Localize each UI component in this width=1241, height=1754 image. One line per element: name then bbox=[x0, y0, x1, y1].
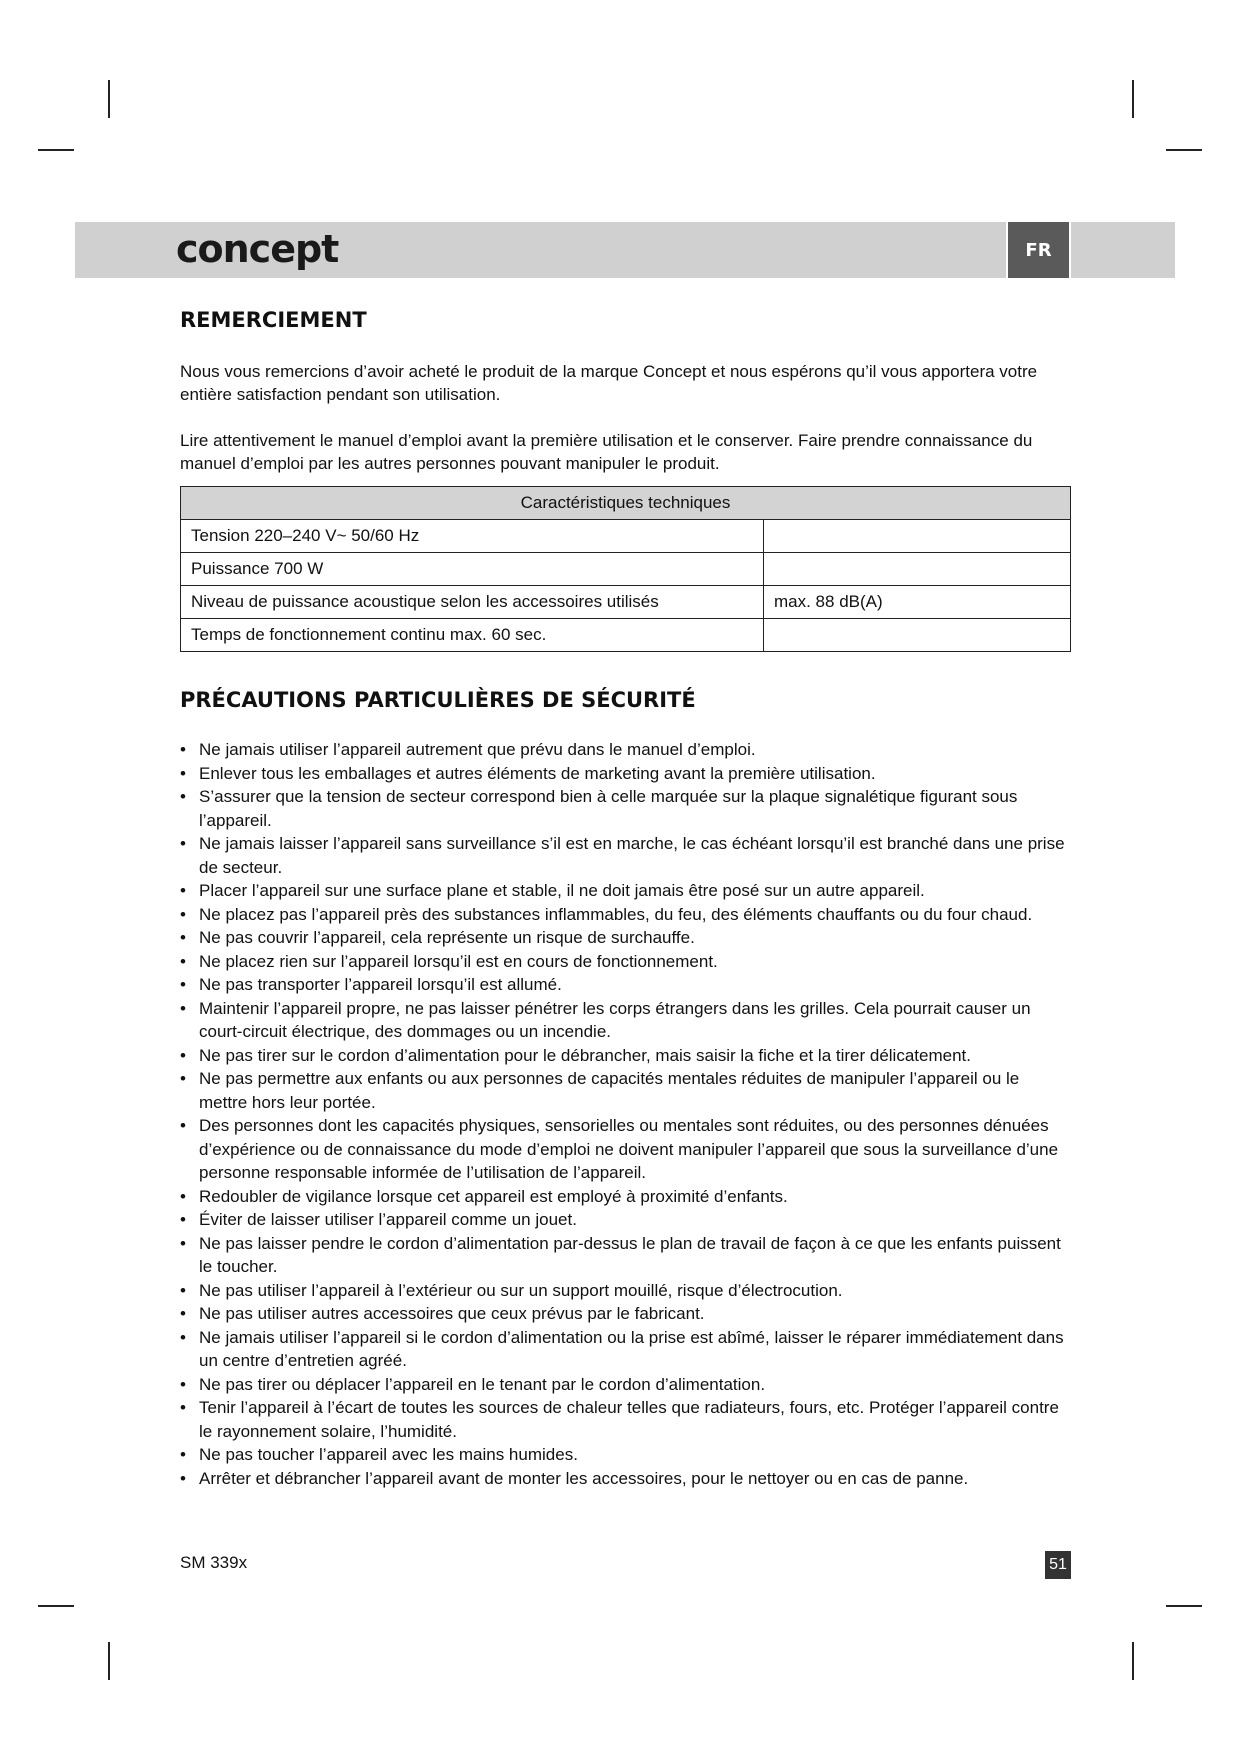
table-row bbox=[181, 520, 1071, 553]
list-item: • Ne jamais laisser l’appareil sans surveillance s’il est en marche, le cas échéant lorsqu’il est branché dans une prise de secteur. bbox=[180, 832, 1070, 879]
crop-mark bbox=[108, 80, 110, 118]
safety-list bbox=[180, 738, 1070, 1490]
spec-value bbox=[764, 520, 1071, 553]
table-row bbox=[181, 586, 1071, 619]
list-item: • Placer l’appareil sur une surface plane et stable, il ne doit jamais être posé sur un autre appareil. bbox=[180, 879, 1070, 903]
list-item: • Ne pas utiliser autres accessoires que ceux prévus par le fabricant. bbox=[180, 1302, 1070, 1326]
list-item: • Redoubler de vigilance lorsque cet appareil est employé à proximité d’enfants. bbox=[180, 1185, 1070, 1209]
list-item: • Ne pas transporter l’appareil lorsqu’il est allumé. bbox=[180, 973, 1070, 997]
manual-paragraph: Lire attentivement le manuel d’emploi avant la première utilisation et le conserver. Faire prendre connaissance du manuel d’emploi par les autres personnes pouvant manipuler le produit. bbox=[180, 431, 1033, 473]
spec-table-header: Caractéristiques techniques bbox=[181, 487, 1071, 520]
spec-value: max. 88 dB(A) bbox=[764, 586, 1071, 619]
table-row bbox=[181, 553, 1071, 586]
crop-mark bbox=[1166, 1605, 1202, 1607]
header-bar-right bbox=[1071, 222, 1175, 278]
list-item: • Arrêter et débrancher l’appareil avant de monter les accessoires, pour le nettoyer ou en cas de panne. bbox=[180, 1467, 1070, 1491]
list-item: • Ne pas couvrir l’appareil, cela représente un risque de surchauffe. bbox=[180, 926, 1070, 950]
crop-mark bbox=[1132, 80, 1134, 118]
list-item: • Des personnes dont les capacités physiques, sensorielles ou mentales sont réduites, ou des personnes dénuées d’expérience ou de connaissance du mode d’emploi ne doivent manipuler l’appareil que sous la surveillance d’une personne responsable informée de l’utilisation de l’appareil. bbox=[180, 1114, 1070, 1185]
list-item: • Éviter de laisser utiliser l’appareil comme un jouet. bbox=[180, 1208, 1070, 1232]
list-item: • Ne jamais utiliser l’appareil si le cordon d’alimentation ou la prise est abîmé, laisser le réparer immédiatement dans un centre d’entretien agréé. bbox=[180, 1326, 1070, 1373]
spec-label: Puissance 700 W bbox=[181, 553, 764, 586]
table-row bbox=[181, 619, 1071, 652]
list-item: • Tenir l’appareil à l’écart de toutes les sources de chaleur telles que radiateurs, fours, etc. Protéger l’appareil contre le rayonnement solaire, l’humidité. bbox=[180, 1396, 1070, 1443]
crop-mark bbox=[1166, 149, 1202, 151]
crop-mark bbox=[38, 1605, 74, 1607]
crop-mark bbox=[1132, 1642, 1134, 1680]
list-item: • Maintenir l’appareil propre, ne pas laisser pénétrer les corps étrangers dans les grilles. Cela pourrait causer un court-circuit électrique, des dommages ou un incendie. bbox=[180, 997, 1070, 1044]
list-item: • S’assurer que la tension de secteur correspond bien à celle marquée sur la plaque signalétique figurant sous l’appareil. bbox=[180, 785, 1070, 832]
page-number: 51 bbox=[1045, 1551, 1071, 1579]
list-item: • Enlever tous les emballages et autres éléments de marketing avant la première utilisation. bbox=[180, 762, 1070, 786]
list-item: • Ne jamais utiliser l’appareil autrement que prévu dans le manuel d’emploi. bbox=[180, 738, 1070, 762]
list-item: • Ne pas tirer ou déplacer l’appareil en le tenant par le cordon d’alimentation. bbox=[180, 1373, 1070, 1397]
list-item: • Ne placez pas l’appareil près des substances inflammables, du feu, des éléments chauffants ou du four chaud. bbox=[180, 903, 1070, 927]
spec-label: Tension 220–240 V~ 50/60 Hz bbox=[181, 520, 764, 553]
safety-title: PRÉCAUTIONS PARTICULIÈRES DE SÉCURITÉ bbox=[180, 688, 696, 712]
model-number: SM 339x bbox=[180, 1553, 248, 1572]
thanks-title: REMERCIEMENT bbox=[180, 308, 367, 332]
list-item: • Ne pas permettre aux enfants ou aux personnes de capacités mentales réduites de manipuler l’appareil ou le mettre hors leur portée. bbox=[180, 1067, 1070, 1114]
thanks-paragraph: Nous vous remercions d’avoir acheté le produit de la marque Concept et nous espérons qu’il vous apportera votre entière satisfaction pendant son utilisation. bbox=[180, 362, 1038, 404]
spec-label: Niveau de puissance acoustique selon les accessoires utilisés bbox=[181, 586, 764, 619]
spec-table bbox=[180, 486, 1071, 652]
list-item: • Ne pas tirer sur le cordon d’alimentation pour le débrancher, mais saisir la fiche et la tirer délicatement. bbox=[180, 1044, 1070, 1068]
list-item: • Ne pas toucher l’appareil avec les mains humides. bbox=[180, 1443, 1070, 1467]
brand-logo: concept bbox=[176, 227, 339, 271]
language-badge: FR bbox=[1008, 222, 1069, 278]
spec-value bbox=[764, 619, 1071, 652]
list-item: • Ne placez rien sur l’appareil lorsqu’il est en cours de fonctionnement. bbox=[180, 950, 1070, 974]
list-item: • Ne pas laisser pendre le cordon d’alimentation par-dessus le plan de travail de façon à ce que les enfants puissent le toucher. bbox=[180, 1232, 1070, 1279]
page-content bbox=[180, 300, 1070, 1490]
list-item: • Ne pas utiliser l’appareil à l’extérieur ou sur un support mouillé, risque d’électrocution. bbox=[180, 1279, 1070, 1303]
crop-mark bbox=[108, 1642, 110, 1680]
spec-value bbox=[764, 553, 1071, 586]
spec-label: Temps de fonctionnement continu max. 60 sec. bbox=[181, 619, 764, 652]
crop-mark bbox=[38, 149, 74, 151]
